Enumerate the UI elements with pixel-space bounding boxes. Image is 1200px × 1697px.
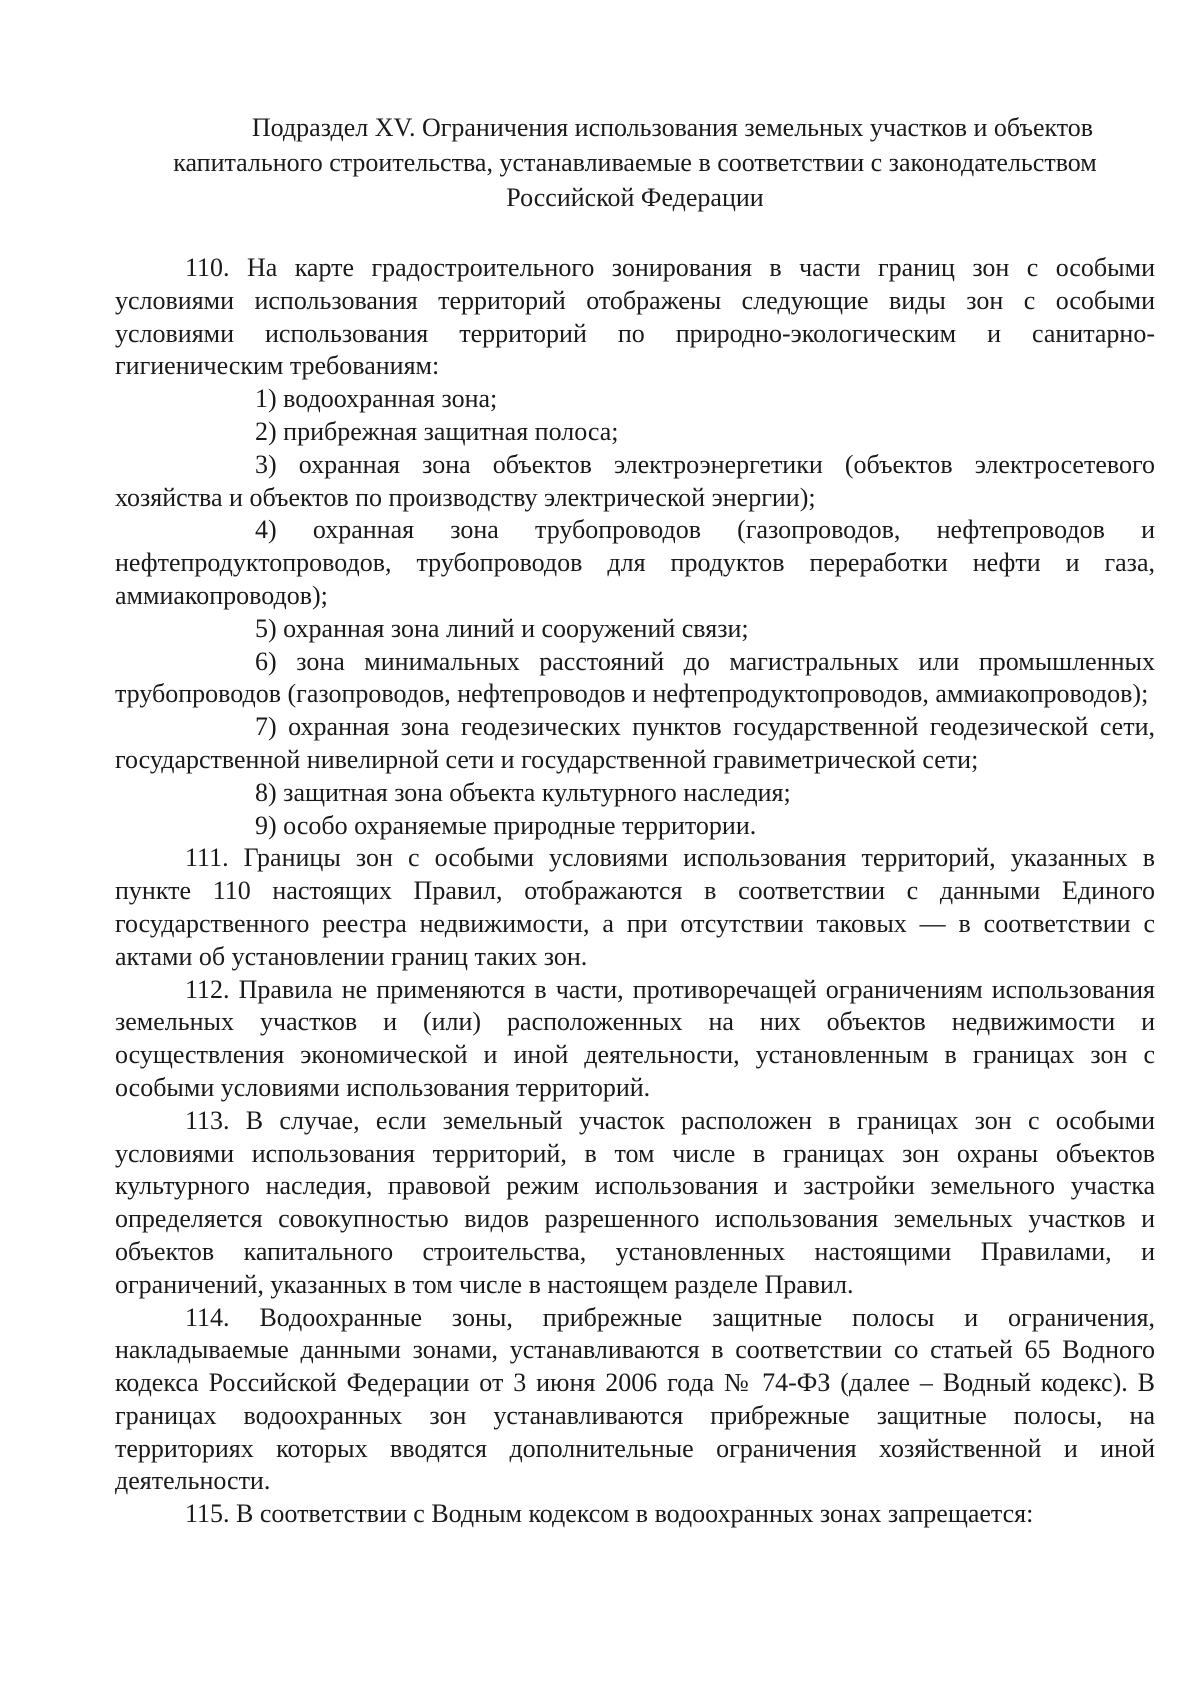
list-item-4 bbox=[115, 514, 1155, 612]
list-number: 8) bbox=[255, 777, 277, 807]
list-item-1 bbox=[115, 383, 1155, 416]
list-number: 2) bbox=[255, 416, 277, 446]
section-title: Подраздел XV. Ограничения использования земельных участков и объектов капитального строительства, устанавливаемые в соответствии с законодательством Российской Федерации bbox=[173, 113, 1097, 212]
paragraph-112: 112. Правила не применяются в части, противоречащей ограничениям использования земельных участков и (или) расположенных на них объектов недвижимости и осуществления экономической и иной деятельности, установленным в границах зон с особыми условиями использования территорий. bbox=[115, 974, 1155, 1102]
list-text: зона минимальных расстояний до магистральных или промышленных трубопроводов (газопроводов, нефтепроводов и нефтепродуктопроводов, аммиакопроводов); bbox=[115, 646, 1155, 709]
list-item-3 bbox=[115, 449, 1155, 515]
paragraph-113: 113. В случае, если земельный участок расположен в границах зон с особыми условиями использования территорий, в том числе в границах зон охраны объектов культурного наследия, правовой режим использования и застройки земельного участка определяется совокупностью видов разрешенного использования земельных участков и объектов капитального строительства, установленных настоящими Правилами, и ограничений, указанных в том числе в настоящем разделе Правил. bbox=[115, 1105, 1155, 1299]
list-number: 6) bbox=[255, 646, 277, 676]
list-text: водоохранная зона; bbox=[283, 384, 498, 414]
list-text: охранная зона линий и сооружений связи; bbox=[283, 613, 749, 643]
list-number: 9) bbox=[255, 810, 277, 840]
list-text: охранная зона трубопроводов (газопроводов, нефтепроводов и нефтепродуктопроводов, трубопроводов для продуктов переработки нефти и газа, аммиакопроводов); bbox=[115, 515, 1155, 610]
paragraph-110: 110. На карте градостроительного зонирования в части границ зон с особыми условиями использования территорий отображены следующие виды зон с особыми условиями использования территорий по природно-экологическим и санитарно-гигиеническим требованиям: bbox=[115, 253, 1155, 381]
list-number: 5) bbox=[255, 613, 277, 643]
list-item-5 bbox=[115, 613, 1155, 646]
list-item-7 bbox=[115, 711, 1155, 777]
paragraph-115: 115. В соответствии с Водным кодексом в водоохранных зонах запрещается: bbox=[185, 1499, 1034, 1529]
list-text: защитная зона объекта культурного наследия; bbox=[283, 777, 791, 807]
list-item-2 bbox=[115, 416, 1155, 449]
list-text: охранная зона объектов электроэнергетики (объектов электросетевого хозяйства и объектов по производству электрической энергии); bbox=[115, 449, 1155, 512]
paragraph-111: 111. Границы зон с особыми условиями использования территорий, указанных в пункте 110 настоящих Правил, отображаются в соответствии с данными Единого государственного реестра недвижимости, а при отсутствии таковых — в соответствии с актами об установлении границ таких зон. bbox=[115, 843, 1155, 971]
list-item-6 bbox=[115, 646, 1155, 712]
list-text: прибрежная защитная полоса; bbox=[283, 416, 619, 446]
list-number: 3) bbox=[255, 449, 277, 479]
list-number: 1) bbox=[255, 384, 277, 414]
document-page bbox=[115, 110, 1155, 1531]
paragraph-114: 114. Водоохранные зоны, прибрежные защитные полосы и ограничения, накладываемые данными зонами, устанавливаются в соответствии со статьей 65 Водного кодекса Российской Федерации от 3 июня 2006 года № 74-ФЗ (далее – Водный кодекс). В границах водоохранных зон устанавливаются прибрежные защитные полосы, на территориях которых вводятся дополнительные ограничения хозяйственной и иной деятельности. bbox=[115, 1302, 1155, 1496]
list-text: охранная зона геодезических пунктов государственной геодезической сети, государственной нивелирной сети и государственной гравиметрической сети; bbox=[115, 712, 1155, 774]
list-item-9 bbox=[115, 810, 1155, 843]
list-item-8 bbox=[115, 777, 1155, 810]
list-number: 4) bbox=[255, 515, 277, 545]
list-text: особо охраняемые природные территории. bbox=[283, 810, 757, 840]
list-number: 7) bbox=[255, 712, 277, 742]
